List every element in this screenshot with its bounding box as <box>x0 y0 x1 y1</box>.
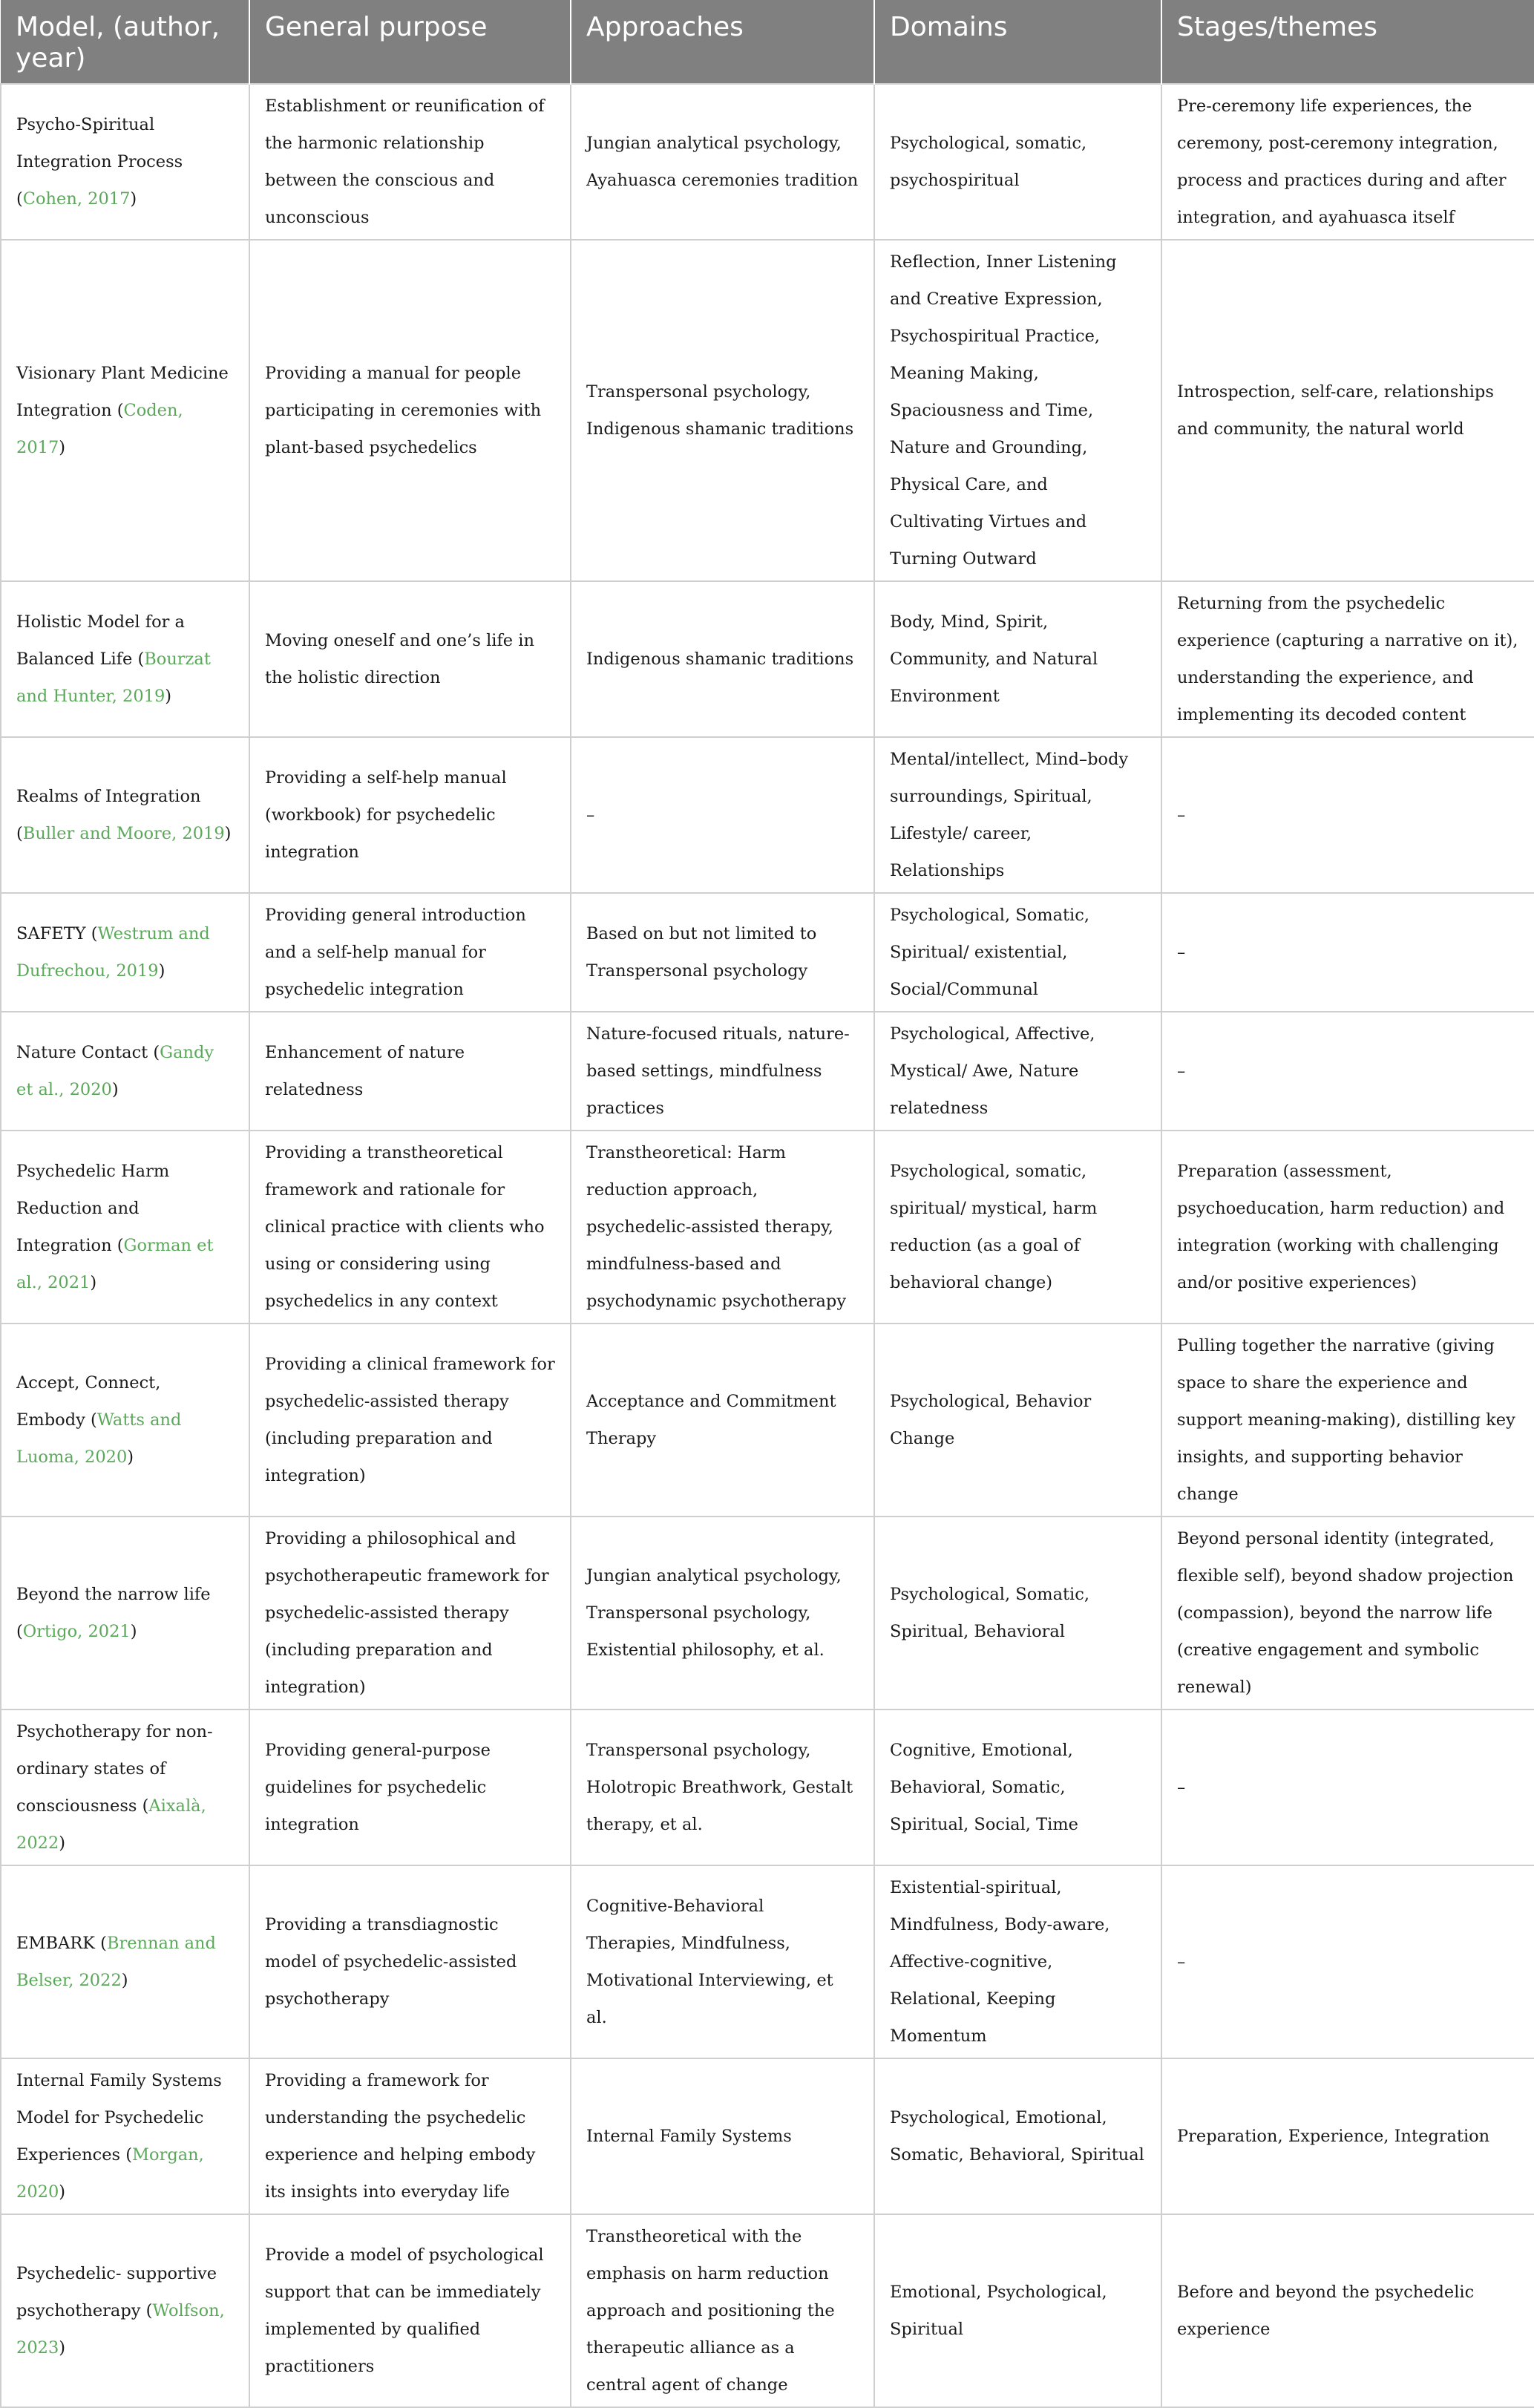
citation-link[interactable]: Coden, 2017 <box>16 401 183 457</box>
cell-purpose: Providing a transtheoretical framework and rationale for clinical practice with clients who using or considering using psychedelics in any context <box>249 1131 571 1324</box>
cell-model <box>1 737 249 893</box>
cell-model <box>1 2058 249 2214</box>
cell-domains: Emotional, Psychological, Spiritual <box>874 2214 1161 2407</box>
model-name-end: ) <box>59 1833 66 1853</box>
model-name: Internal Family Systems Model for Psychedelic Experiences ( <box>16 2071 222 2165</box>
cell-stages: – <box>1161 1012 1534 1131</box>
model-name-end: ) <box>59 2338 66 2358</box>
table-header <box>1 0 1534 84</box>
cell-purpose: Providing general-purpose guidelines for psychedelic integration <box>249 1710 571 1865</box>
cell-approaches: Based on but not limited to Transpersonal psychology <box>571 893 874 1012</box>
cell-domains: Psychological, Affective, Mystical/ Awe, Nature relatedness <box>874 1012 1161 1131</box>
cell-approaches: Transpersonal psychology, Holotropic Breathwork, Gestalt therapy, et al. <box>571 1710 874 1865</box>
cell-stages: – <box>1161 1865 1534 2058</box>
cell-model <box>1 1865 249 2058</box>
cell-domains: Psychological, Somatic, Spiritual/ existential, Social/Communal <box>874 893 1161 1012</box>
header-approaches: Approaches <box>571 0 874 84</box>
cell-purpose: Moving oneself and one’s life in the holistic direction <box>249 581 571 737</box>
model-name-end: ) <box>111 1080 119 1099</box>
cell-domains: Psychological, Behavior Change <box>874 1324 1161 1517</box>
cell-purpose: Providing a manual for people participating in ceremonies with plant-based psychedelics <box>249 240 571 581</box>
table-row <box>1 737 1534 893</box>
table-row <box>1 581 1534 737</box>
table-row <box>1 1517 1534 1710</box>
model-name: Visionary Plant Medicine Integration ( <box>16 364 229 420</box>
cell-model <box>1 893 249 1012</box>
cell-stages: Beyond personal identity (integrated, flexible self), beyond shadow projection (compassion), beyond the narrow life (creative engagement and symbolic renewal) <box>1161 1517 1534 1710</box>
cell-stages: – <box>1161 893 1534 1012</box>
citation-link[interactable]: Westrum and Dufrechou, 2019 <box>16 924 210 981</box>
table-row <box>1 84 1534 240</box>
cell-approaches: Internal Family Systems <box>571 2058 874 2214</box>
cell-approaches: – <box>571 737 874 893</box>
model-name: Psychedelic- supportive psychotherapy ( <box>16 2264 217 2320</box>
citation-link[interactable]: Cohen, 2017 <box>22 189 131 209</box>
cell-model <box>1 1517 249 1710</box>
cell-approaches: Transtheoretical with the emphasis on harm reduction approach and positioning the therapeutic alliance as a central agent of change <box>571 2214 874 2407</box>
cell-stages: Preparation, Experience, Integration <box>1161 2058 1534 2214</box>
model-name: EMBARK ( <box>16 1934 107 1953</box>
table-row <box>1 1324 1534 1517</box>
table-row <box>1 1865 1534 2058</box>
citation-link[interactable]: Bourzat and Hunter, 2019 <box>16 650 211 706</box>
model-name: Realms of Integration ( <box>16 787 201 843</box>
cell-approaches: Cognitive-Behavioral Therapies, Mindfulness, Motivational Interviewing, et al. <box>571 1865 874 2058</box>
model-name: Psychotherapy for non-ordinary states of consciousness ( <box>16 1722 213 1816</box>
citation-link[interactable]: Gandy et al., 2020 <box>16 1043 214 1099</box>
model-name: Psychedelic Harm Reduction and Integration ( <box>16 1162 170 1255</box>
cell-model <box>1 84 249 240</box>
citation-link[interactable]: Ortigo, 2021 <box>22 1622 131 1641</box>
cell-model <box>1 1131 249 1324</box>
table-row <box>1 893 1534 1012</box>
citation-link[interactable]: Aixalà, 2022 <box>16 1796 206 1853</box>
table-row <box>1 2058 1534 2214</box>
cell-stages: Returning from the psychedelic experience (capturing a narrative on it), understanding the experience, and implementing its decoded content <box>1161 581 1534 737</box>
cell-approaches: Nature-focused rituals, nature-based settings, mindfulness practices <box>571 1012 874 1131</box>
cell-domains: Psychological, somatic, psychospiritual <box>874 84 1161 240</box>
table-row <box>1 2214 1534 2407</box>
table-row <box>1 1710 1534 1865</box>
model-name-end: ) <box>224 824 232 843</box>
cell-domains: Psychological, Somatic, Spiritual, Behavioral <box>874 1517 1161 1710</box>
cell-stages: Preparation (assessment, psychoeducation, harm reduction) and integration (working with challenging and/or positive experiences) <box>1161 1131 1534 1324</box>
cell-domains: Mental/intellect, Mind–body surroundings, Spiritual, Lifestyle/ career, Relationships <box>874 737 1161 893</box>
cell-purpose: Establishment or reunification of the harmonic relationship between the conscious and unconscious <box>249 84 571 240</box>
table-body <box>1 84 1534 2407</box>
header-row <box>1 0 1534 84</box>
model-name-end: ) <box>90 1273 97 1292</box>
cell-purpose: Enhancement of nature relatedness <box>249 1012 571 1131</box>
model-name: SAFETY ( <box>16 924 98 943</box>
cell-approaches: Jungian analytical psychology, Ayahuasca ceremonies tradition <box>571 84 874 240</box>
cell-domains: Cognitive, Emotional, Behavioral, Somatic, Spiritual, Social, Time <box>874 1710 1161 1865</box>
model-name: Psycho-Spiritual Integration Process ( <box>16 115 183 209</box>
cell-model <box>1 1324 249 1517</box>
model-name-end: ) <box>130 1622 137 1641</box>
citation-link[interactable]: Morgan, 2020 <box>16 2145 204 2202</box>
cell-stages: – <box>1161 1710 1534 1865</box>
model-name-end: ) <box>127 1447 134 1467</box>
header-model: Model, (author, year) <box>1 0 249 84</box>
citation-link[interactable]: Watts and Luoma, 2020 <box>16 1410 182 1467</box>
header-domains: Domains <box>874 0 1161 84</box>
cell-purpose: Providing a philosophical and psychotherapeutic framework for psychedelic-assisted therapy (including preparation and integration) <box>249 1517 571 1710</box>
cell-model <box>1 581 249 737</box>
cell-purpose: Providing a self-help manual (workbook) for psychedelic integration <box>249 737 571 893</box>
cell-model <box>1 1012 249 1131</box>
cell-purpose: Providing a framework for understanding the psychedelic experience and helping embody its insights into everyday life <box>249 2058 571 2214</box>
model-name-end: ) <box>165 687 172 706</box>
citation-link[interactable]: Gorman et al., 2021 <box>16 1236 214 1292</box>
model-name-end: ) <box>130 189 137 209</box>
cell-stages: Before and beyond the psychedelic experience <box>1161 2214 1534 2407</box>
cell-stages: Introspection, self-care, relationships and community, the natural world <box>1161 240 1534 581</box>
cell-model <box>1 2214 249 2407</box>
model-name-end: ) <box>158 961 165 981</box>
cell-purpose: Provide a model of psychological support that can be immediately implemented by qualified practitioners <box>249 2214 571 2407</box>
table-row <box>1 1012 1534 1131</box>
cell-domains: Body, Mind, Spirit, Community, and Natural Environment <box>874 581 1161 737</box>
citation-link[interactable]: Wolfson, 2023 <box>16 2301 225 2358</box>
citation-link[interactable]: Buller and Moore, 2019 <box>22 824 225 843</box>
cell-stages: – <box>1161 737 1534 893</box>
model-name: Accept, Connect, Embody ( <box>16 1373 161 1430</box>
model-name-end: ) <box>59 438 66 457</box>
model-name: Beyond the narrow life ( <box>16 1585 211 1641</box>
cell-approaches: Jungian analytical psychology, Transpersonal psychology, Existential philosophy, et al. <box>571 1517 874 1710</box>
cell-model <box>1 240 249 581</box>
table-row <box>1 1131 1534 1324</box>
cell-purpose: Providing general introduction and a self-help manual for psychedelic integration <box>249 893 571 1012</box>
cell-domains: Existential-spiritual, Mindfulness, Body-aware, Affective-cognitive, Relational, Keeping Momentum <box>874 1865 1161 2058</box>
model-name: Holistic Model for a Balanced Life ( <box>16 612 185 669</box>
model-name-end: ) <box>59 2182 66 2202</box>
cell-approaches: Transpersonal psychology, Indigenous shamanic traditions <box>571 240 874 581</box>
header-purpose: General purpose <box>249 0 571 84</box>
cell-approaches: Acceptance and Commitment Therapy <box>571 1324 874 1517</box>
header-stages: Stages/themes <box>1161 0 1534 84</box>
cell-purpose: Providing a clinical framework for psychedelic-assisted therapy (including preparation and integration) <box>249 1324 571 1517</box>
cell-domains: Psychological, somatic, spiritual/ mystical, harm reduction (as a goal of behavioral change) <box>874 1131 1161 1324</box>
cell-approaches: Transtheoretical: Harm reduction approach, psychedelic-assisted therapy, mindfulness-based and psychodynamic psychotherapy <box>571 1131 874 1324</box>
cell-stages: Pre-ceremony life experiences, the ceremony, post-ceremony integration, process and practices during and after integration, and ayahuasca itself <box>1161 84 1534 240</box>
cell-approaches: Indigenous shamanic traditions <box>571 581 874 737</box>
model-name-end: ) <box>121 1971 128 1990</box>
cell-domains: Reflection, Inner Listening and Creative Expression, Psychospiritual Practice, Meaning Making, Spaciousness and Time, Nature and Grounding, Physical Care, and Cultivating Virtues and Turning Outward <box>874 240 1161 581</box>
cell-purpose: Providing a transdiagnostic model of psychedelic-assisted psychotherapy <box>249 1865 571 2058</box>
cell-domains: Psychological, Emotional, Somatic, Behavioral, Spiritual <box>874 2058 1161 2214</box>
citation-link[interactable]: Brennan and Belser, 2022 <box>16 1934 216 1990</box>
cell-model <box>1 1710 249 1865</box>
table-row <box>1 240 1534 581</box>
model-name: Nature Contact ( <box>16 1043 160 1062</box>
cell-stages: Pulling together the narrative (giving space to share the experience and support meaning-making), distilling key insights, and supporting behavior change <box>1161 1324 1534 1517</box>
